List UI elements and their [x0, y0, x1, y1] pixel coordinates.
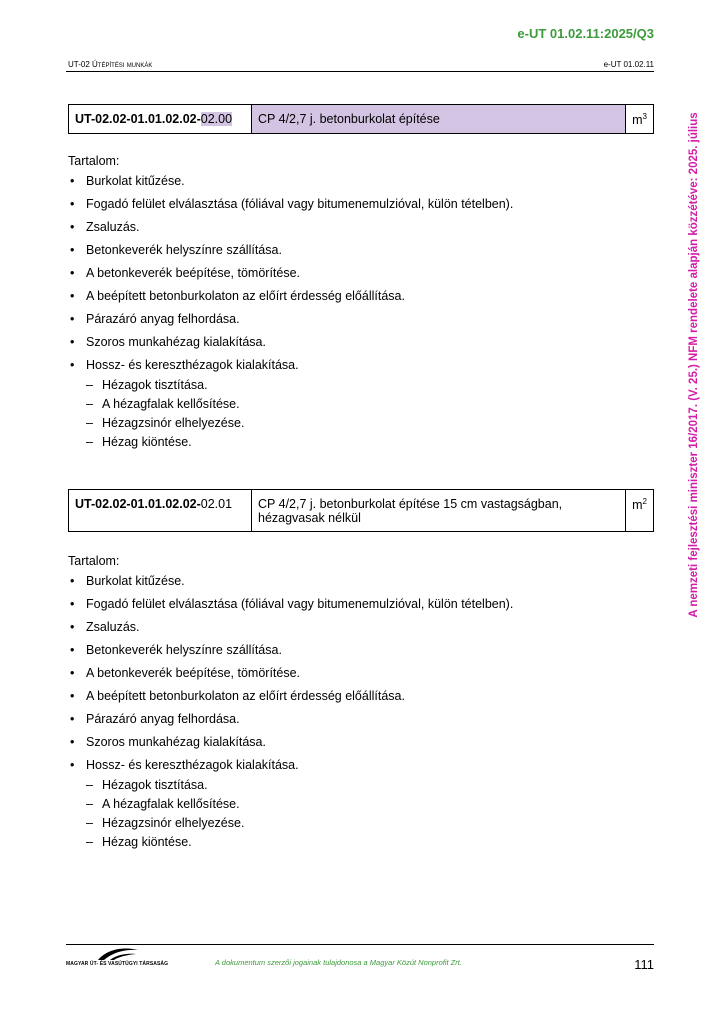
sub-list: [86, 376, 648, 452]
list-item: • Fogadó felület elválasztása (fóliával vagy bitumenemulzióval, külön tételben).: [68, 197, 648, 212]
item-code-suffix: 02.00: [200, 112, 233, 126]
content-list: [68, 574, 648, 852]
sub-list-item: – A hézagfalak kellősítése.: [86, 395, 648, 414]
list-item: • Fogadó felület elválasztása (fóliával vagy bitumenemulzióval, külön tételben).: [68, 597, 648, 612]
item-code: [69, 490, 252, 532]
association-logo: [66, 946, 170, 970]
list-item: • Burkolat kitűzése.: [68, 574, 648, 589]
sub-list-item: – Hézagzsinór elhelyezése.: [86, 814, 648, 833]
item-code-main: UT-02.02-01.01.02.02-: [75, 112, 201, 126]
header-divider: [66, 71, 654, 72]
logo-text: MAGYAR ÚT- ÉS VASÚTÜGYI TÁRSASÁG: [66, 961, 169, 967]
page-number: 111: [634, 957, 654, 972]
list-item: • Szoros munkahézag kialakítása.: [68, 735, 648, 750]
list-item: • Burkolat kitűzése.: [68, 174, 648, 189]
list-item: • Szoros munkahézag kialakítása.: [68, 335, 648, 350]
item-row: [69, 105, 654, 134]
item-code: [69, 105, 252, 134]
content-list: [68, 174, 648, 452]
unit-exponent: 3: [642, 112, 647, 121]
copyright-notice: A dokumentum szerzői jogainak tulajdonosa a Magyar Közút Nonprofit Zrt.: [215, 958, 462, 967]
list-item: • A beépített betonburkolaton az előírt érdesség előállítása.: [68, 289, 648, 304]
item-description: CP 4/2,7 j. betonburkolat építése 15 cm vastagságban, hézagvasak nélkül: [252, 490, 626, 532]
unit-base: m: [632, 498, 643, 513]
sub-list-item: – Hézagok tisztítása.: [86, 376, 648, 395]
item-unit: [626, 105, 654, 134]
list-item: • A beépített betonburkolaton az előírt érdesség előállítása.: [68, 689, 648, 704]
running-header-left: [68, 60, 152, 69]
list-item: • Zsaluzás.: [68, 220, 648, 235]
content-title: Tartalom:: [68, 554, 120, 568]
item-description: CP 4/2,7 j. betonburkolat építése: [252, 105, 626, 134]
content-title: Tartalom:: [68, 154, 120, 168]
list-item-with-subitems: [68, 758, 648, 852]
list-item: • Párazáró anyag felhordása.: [68, 712, 648, 727]
side-publication-text: A nemzeti fejlesztési miniszter 16/2017. (V. 25.) NFM rendelete alapján közzétéve: 2025. július: [688, 112, 700, 618]
unit-exponent: 2: [642, 497, 647, 506]
list-item: • Betonkeverék helyszínre szállítása.: [68, 243, 648, 258]
sub-list-item: – Hézag kiöntése.: [86, 833, 648, 852]
item-row: [69, 490, 654, 532]
chapter-code: UT-02: [68, 60, 93, 69]
content-block-1: [68, 154, 648, 460]
sub-list-item: – Hézagok tisztítása.: [86, 776, 648, 795]
item-table-1: [68, 104, 654, 134]
document-code: e-UT 01.02.11:2025/Q3: [517, 26, 654, 41]
chapter-title: Útépítési munkák: [92, 60, 153, 69]
list-item: • Zsaluzás.: [68, 620, 648, 635]
item-code-suffix: 02.01: [200, 497, 233, 511]
list-item: • A betonkeverék beépítése, tömörítése.: [68, 666, 648, 681]
list-item-text: Hossz- és kereszthézagok kialakítása.: [86, 758, 299, 772]
list-item: • A betonkeverék beépítése, tömörítése.: [68, 266, 648, 281]
footer-divider: [66, 944, 654, 945]
item-unit: [626, 490, 654, 532]
content-block-2: [68, 554, 648, 860]
list-item-text: Hossz- és kereszthézagok kialakítása.: [86, 358, 299, 372]
sub-list-item: – Hézagzsinór elhelyezése.: [86, 414, 648, 433]
list-item-with-subitems: [68, 358, 648, 452]
item-code-main: UT-02.02-01.01.02.02-: [75, 497, 201, 511]
list-item: • Betonkeverék helyszínre szállítása.: [68, 643, 648, 658]
sub-list: [86, 776, 648, 852]
unit-base: m: [632, 113, 643, 128]
road-swoosh-icon: [96, 946, 140, 962]
running-header-right: e-UT 01.02.11: [603, 60, 654, 69]
sub-list-item: – A hézagfalak kellősítése.: [86, 795, 648, 814]
item-table-2: [68, 489, 654, 532]
list-item: • Párazáró anyag felhordása.: [68, 312, 648, 327]
sub-list-item: – Hézag kiöntése.: [86, 433, 648, 452]
